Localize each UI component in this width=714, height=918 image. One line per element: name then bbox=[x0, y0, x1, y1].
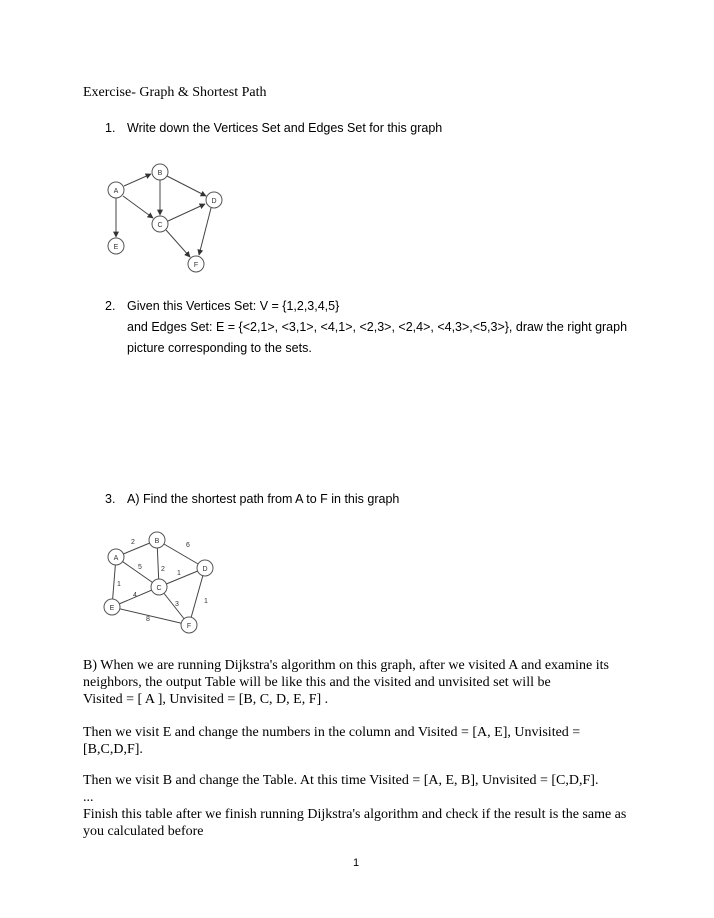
weight-a-b: 2 bbox=[131, 539, 135, 546]
directed-graph-figure bbox=[92, 152, 232, 277]
node-f-label: F bbox=[186, 623, 192, 630]
node-b-label: B bbox=[157, 170, 163, 177]
weight-b-d: 6 bbox=[186, 542, 190, 549]
node-e-label: E bbox=[109, 605, 115, 612]
edge-a-c bbox=[123, 196, 153, 218]
part-b-para3-line2: ... bbox=[83, 790, 94, 805]
weight-c-f: 3 bbox=[175, 601, 179, 608]
edge-c-d bbox=[168, 204, 205, 221]
node-d-label: D bbox=[211, 198, 217, 205]
edge-a-b bbox=[124, 174, 151, 186]
item-1-number: 1. bbox=[105, 121, 116, 135]
part-b-para1-line3: Visited = [ A ], Unvisited = [B, C, D, E, F] . bbox=[83, 692, 329, 707]
document-title: Exercise- Graph & Shortest Path bbox=[83, 85, 267, 100]
node-c-label: C bbox=[156, 585, 162, 592]
item-2-line-1: Given this Vertices Set: V = {1,2,3,4,5} bbox=[127, 299, 340, 313]
node-e-label: E bbox=[113, 244, 119, 251]
edge-d-f bbox=[199, 208, 211, 255]
weight-d-f: 1 bbox=[204, 598, 208, 605]
part-b-para2-line2: [B,C,D,F]. bbox=[83, 742, 143, 757]
edge-b-d bbox=[167, 176, 206, 196]
weight-b-c: 2 bbox=[161, 566, 165, 573]
node-a-label: A bbox=[113, 555, 119, 562]
item-3-text: A) Find the shortest path from A to F in this graph bbox=[127, 492, 400, 506]
page-number: 1 bbox=[353, 857, 360, 869]
item-2-line-2: and Edges Set: E = {<2,1>, <3,1>, <4,1>, <2,3>, <2,4>, <4,3>,<5,3>}, draw the right graph bbox=[127, 320, 628, 334]
part-b-para2-line1: Then we visit E and change the numbers in the column and Visited = [A, E], Unvisited = bbox=[83, 725, 581, 740]
weight-a-e: 1 bbox=[117, 581, 121, 588]
edge-c-f bbox=[166, 230, 190, 257]
weight-e-f: 8 bbox=[146, 616, 150, 623]
item-2-number: 2. bbox=[105, 299, 116, 313]
item-3-number: 3. bbox=[105, 492, 116, 506]
weight-e-c: 4 bbox=[133, 592, 137, 599]
node-d-label: D bbox=[202, 566, 208, 573]
edge-d-f bbox=[189, 566, 208, 625]
part-b-para3-line4: you calculated before bbox=[83, 824, 204, 839]
node-c-label: C bbox=[157, 222, 163, 229]
item-1-text: Write down the Vertices Set and Edges Set for this graph bbox=[127, 121, 443, 135]
part-b-para1-line1: B) When we are running Dijkstra's algorithm on this graph, after we visited A and examine its bbox=[83, 658, 609, 673]
part-b-para3-line1: Then we visit B and change the Table. At this time Visited = [A, E, B], Unvisited = [C,D,F]. bbox=[83, 773, 599, 788]
weight-c-d: 1 bbox=[177, 570, 181, 577]
item-2-line-3: picture corresponding to the sets. bbox=[127, 341, 312, 355]
part-b-para1-line2: neighbors, the output Table will be like this and the visited and unvisited set will be bbox=[83, 675, 551, 690]
node-f-label: F bbox=[193, 262, 199, 269]
node-b-label: B bbox=[154, 538, 160, 545]
weight-a-c: 5 bbox=[138, 564, 142, 571]
node-a-label: A bbox=[113, 188, 119, 195]
part-b-para3-line3: Finish this table after we finish running Dijkstra's algorithm and check if the result is the same as bbox=[83, 807, 627, 822]
weighted-graph-figure bbox=[100, 526, 225, 638]
